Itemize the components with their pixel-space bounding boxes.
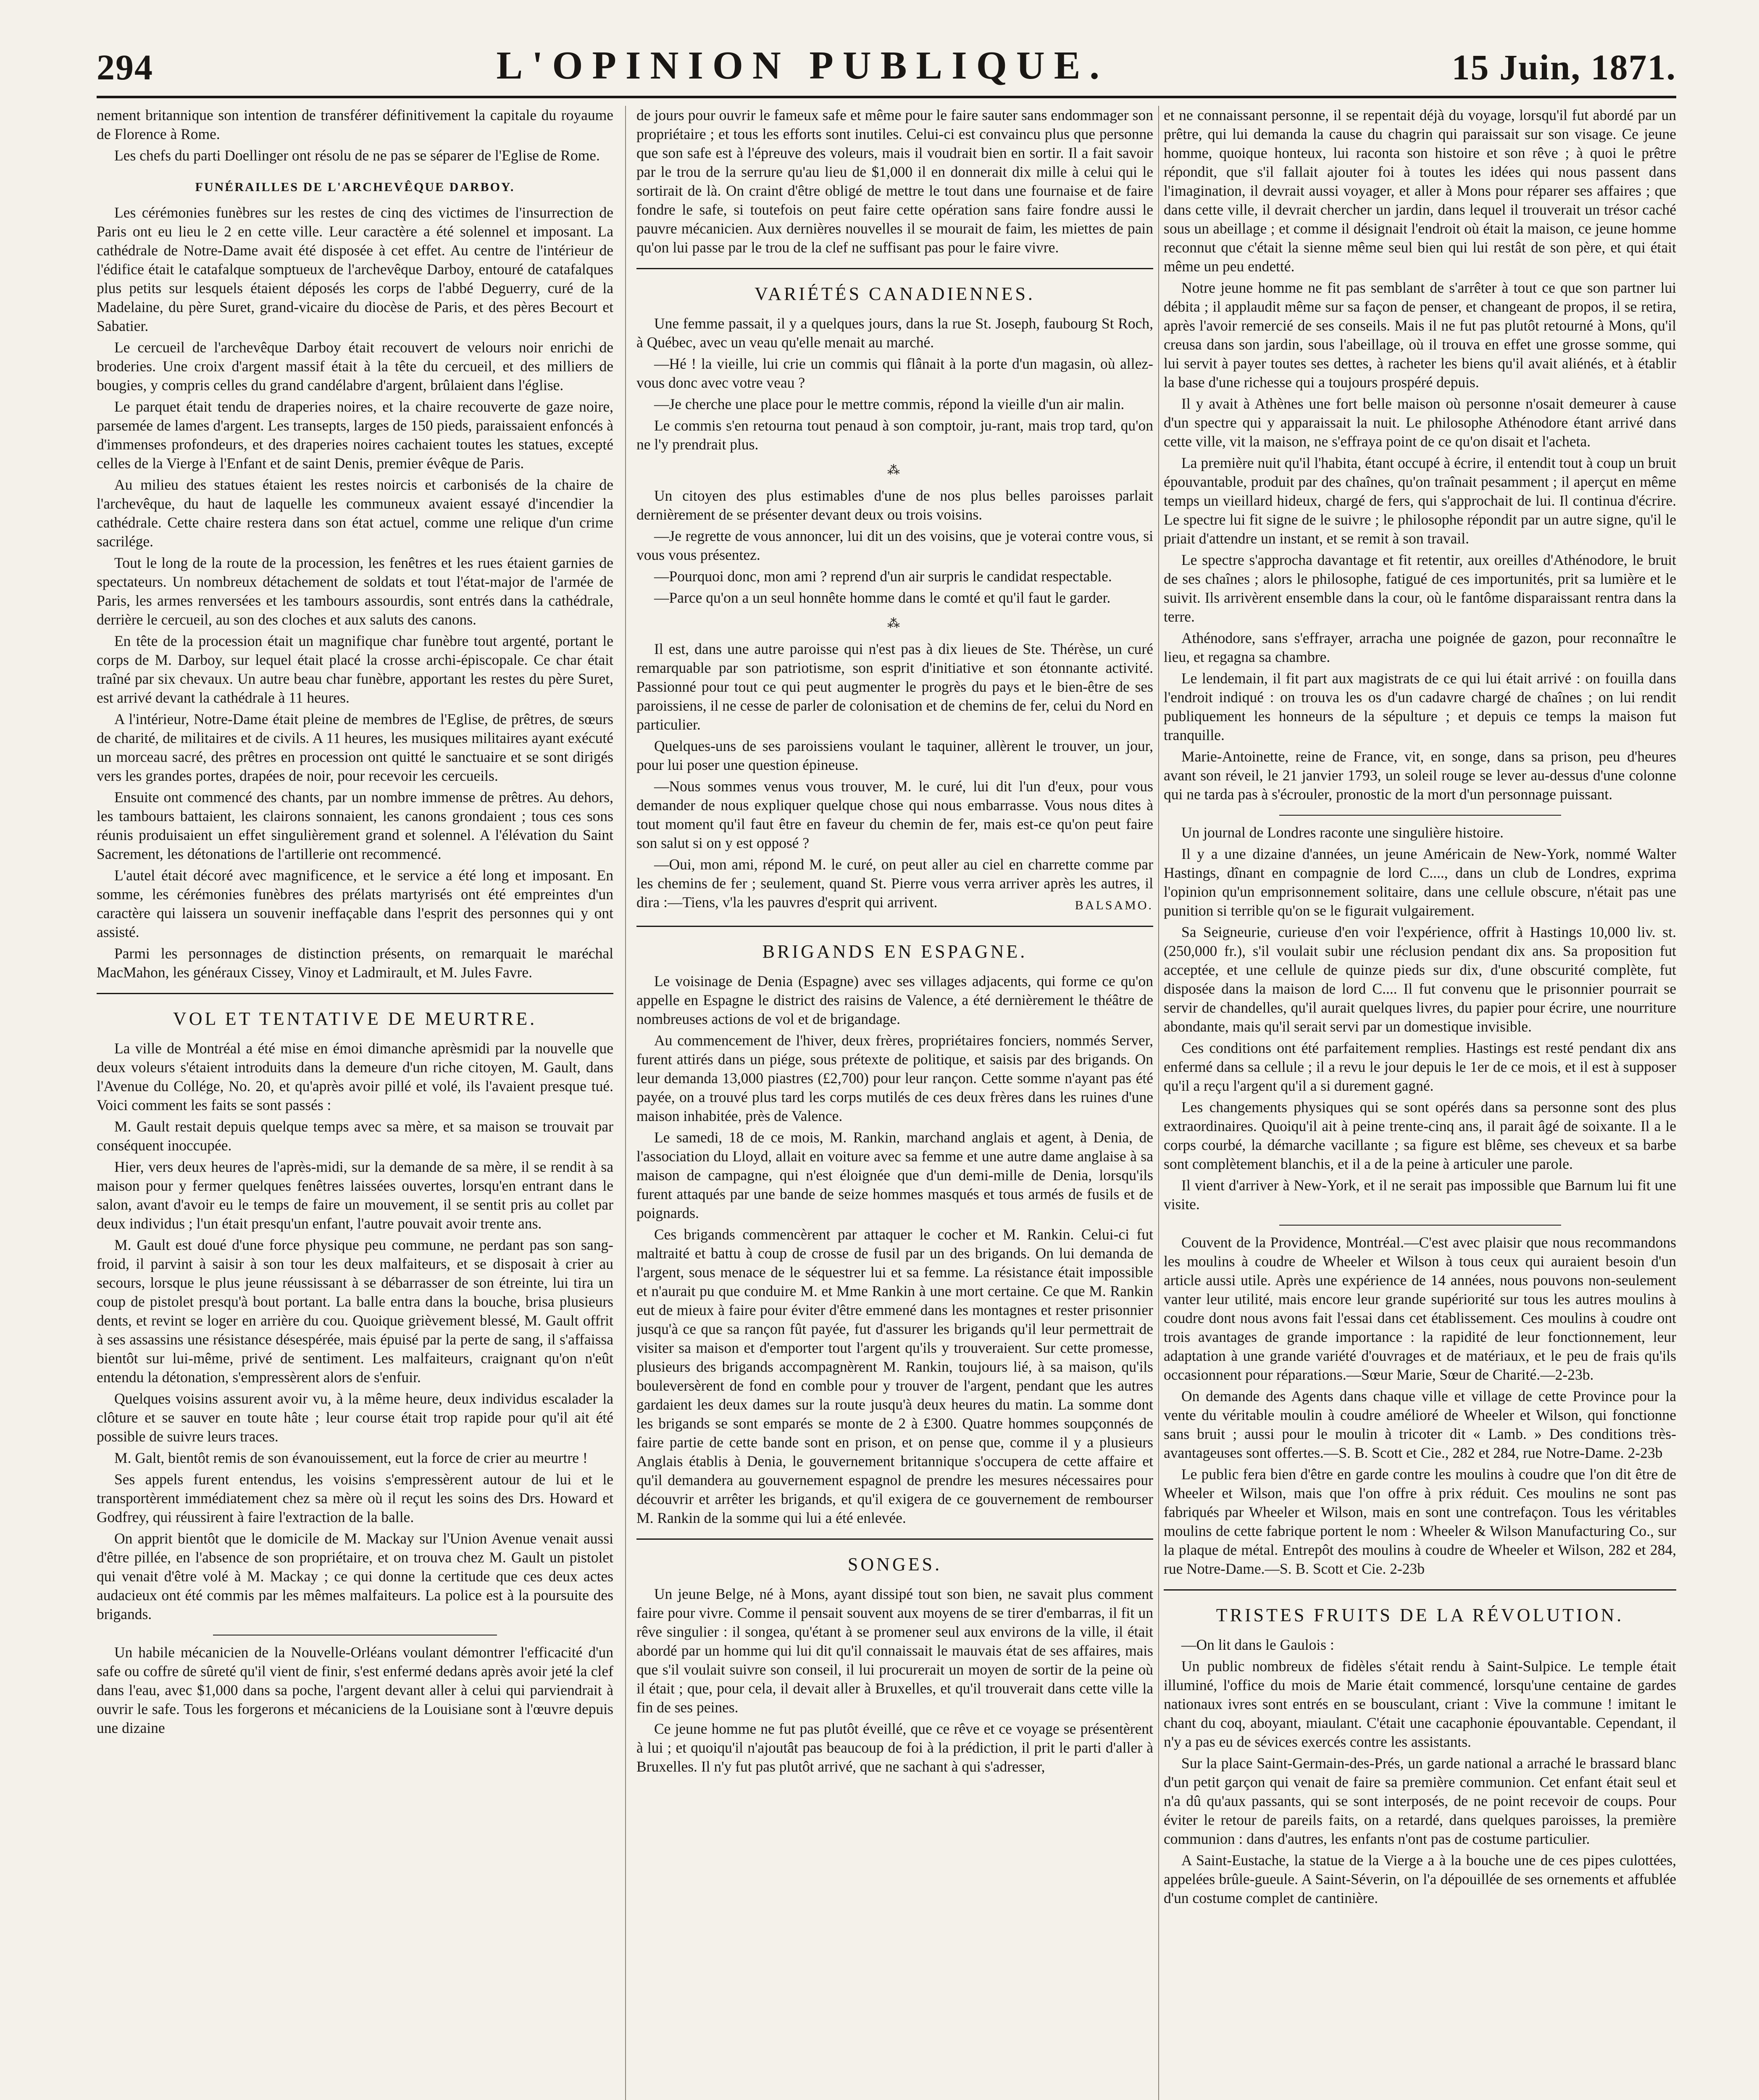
paragraph: Le public fera bien d'être en garde contre les moulins à coudre que l'on dit être de Wheeler et Wilson, mais que l'on offre à prix réduit. Ces moulins ne sont pas fabriqués par Wheeler et Wilson, mais en sont une contrefaçon. Tous les véritables moulins de cette fabrique portent le nom : Wheeler & Wilson Manufacturing Co., sur la plaque de métal. Entrepôt des moulins à coudre de Wheeler et Wilson, 282 et 284, rue Notre-Dame.—S. B. Scott et Cie. 2-23b	[1164, 1466, 1676, 1577]
paragraph: Le samedi, 18 de ce mois, M. Rankin, marchand anglais et agent, à Denia, de l'association du Lloyd, allait en voiture avec sa femme et une autre dame anglaise à sa maison de campagne, qui n'est éloignée que d'un demi-mille de Denia, lorsqu'ils furent attaqués par une bande de seize hommes masqués et tous armés de fusils et de poignards.	[636, 1129, 1153, 1221]
paragraph: Il y avait à Athènes une fort belle maison où personne n'osait demeurer à cause d'un spectre qui y apparaissait la nuit. Le philosophe Athénodore étant arrivé dans cette ville, vit la maison, ne s'effraya point de ce qu'on disait et l'acheta.	[1164, 395, 1676, 450]
paragraph: La première nuit qu'il l'habita, étant occupé à écrire, il entendit tout à coup un bruit épouvantable, produit par des chaînes, qu'on traînait pesamment ; il aperçut en même temps un vieillard hideux, chargé de fers, qui s'approchait de lui. Il continua d'écrire. Le spectre lui fit signe de le suivre ; le philosophe répondit par un autre signe, qu'il le priait d'attendre un instant, et se remit à son travail.	[1164, 454, 1676, 547]
paragraph: Quelques-uns de ses paroissiens voulant le taquiner, allèrent le trouver, un jour, pour lui poser une question épineuse.	[636, 738, 1153, 773]
section-heading-tristes-fruits: TRISTES FRUITS DE LA RÉVOLUTION.	[1216, 1605, 1624, 1625]
section-heading-songes: SONGES.	[847, 1554, 942, 1575]
section-heading-funerailles: FUNÉRAILLES DE L'ARCHEVÊQUE DARBOY.	[195, 180, 515, 194]
paragraph: Un public nombreux de fidèles s'était rendu à Saint-Sulpice. Le temple était illuminé, l'office du mois de Marie était commencé, lorsqu'une centaine de gardes nationaux ivres sont entrés en se bousculant, criant : Vive la commune ! imitant le chant du coq, aboyant, miaulant. C'était une cacaphonie épouvantable. Cependant, il n'y a pas eu de sévices exercés contre les assistants.	[1164, 1658, 1676, 1750]
paragraph: Ces brigands commencèrent par attaquer le cocher et M. Rankin. Celui-ci fut maltraité et battu à coup de crosse de fusil par un des brigands. On lui demanda de l'argent, sous menace de le séquestrer lui et sa femme. La résistance était impossible et n'aurait pu que conduire M. et Mme Rankin à une mort certaine. Ce que M. Rankin eut de mieux à faire pour éviter d'être emmené dans les montagnes et rester prisonnier jusqu'à ce que sa rançon fût payée, fut d'assurer les brigands qu'il leur permettrait de visiter sa maison et d'emporter tout l'argent qu'ils y trouveraient. Sur cette promesse, plusieurs des brigands accompagnèrent M. Rankin, toujours lié, à sa maison, qu'ils bouleversèrent de fond en comble pour y trouver de l'argent, pendant que les autres gardaient les deux dames sur la route jusqu'à deux heures du matin. La somme dont les brigands se sont emparés se monte de 2 à £300. Quatre hommes soupçonnés de faire partie de cette bande sont en prison, et on pense que, comme il y a plusieurs Anglais établis à Denia, le gouvernement britannique s'occupera de cette affaire et qu'il demandera au gouvernement espagnol de prendre les mesures nécessaires pour découvrir et arrêter les brigands, et qu'il exigera de ce gouvernement de rembourser M. Rankin de la somme qui lui a été enlevée.	[636, 1226, 1153, 1526]
paragraph: nement britannique son intention de transférer définitivement la capitale du royaume de Florence à Rome.	[97, 107, 613, 142]
asterism-separator: ⁂	[887, 617, 902, 630]
paragraph: La ville de Montréal a été mise en émoi dimanche aprèsmidi par la nouvelle que deux voleurs s'étaient introduits dans la demeure d'un riche citoyen, M. Gault, dans l'Avenue du Collége, No. 20, et qu'après avoir pillé et volé, ils l'avaient presque tué. Voici comment les faits se sont passés :	[97, 1040, 613, 1113]
paragraph: —Oui, mon ami, répond M. le curé, on peut aller au ciel en charrette comme par les chemins de fer ; seulement, quand St. Pierre vous verra arriver après les autres, il dira :—Tiens, v'la les pauvres d'esprit qui arrivent.	[636, 856, 1153, 911]
paragraph: Un journal de Londres raconte une singulière histoire.	[1181, 824, 1504, 841]
paragraph: et ne connaissant personne, il se repentait déjà du voyage, lorsqu'il fut abordé par un prêtre, qui lui demanda la cause du chagrin qui paraissait sur son visage. Ce jeune homme, quoique honteux, lui raconta son histoire et son rêve ; à quoi le prêtre répondit, que s'il fallait ajouter foi à toutes les idées qui nous passent dans l'imagination, il devrait aussi voyager, et aller à Mons pour réparer ses affaires ; que dans cette ville, il devrait chercher un jardin, dans lequel il trouverait un trésor caché sous un abeillage ; et comme il désignait l'endroit où était la maison, ce jeune homme reconnut que c'était la sienne même seul bien qui lui restât de son père, et qui était même un peu endetté.	[1164, 107, 1676, 275]
paragraph: —Je cherche une place pour le mettre commis, répond la vieille d'un air malin.	[654, 396, 1125, 412]
paragraph: Un jeune Belge, né à Mons, ayant dissipé tout son bien, ne savait plus comment faire pour vivre. Comme il pensait souvent aux moyens de se tirer d'embarras, il fit un rêve singulier : il songea, qu'étant à se promener seul aux environs de la ville, il était abordé par un homme qui lui dit qu'il connaissait le mauvais état de ses affaires, mais que s'il voulait suivre son conseil, il lui procurerait un moyen de sortir de la peine où il était ; que, pour cela, il devait aller à Bruxelles, et qu'il trouverait dans cette ville la fin de ses peines.	[636, 1586, 1153, 1716]
section-rule	[1279, 1225, 1561, 1226]
paragraph: Ensuite ont commencé des chants, par un nombre immense de prêtres. Au dehors, les tambours battaient, les clairons sonnaient, les canons grondaient ; tous ces sons réunis produisaient un effet singulièrement grand et solennel. A l'élévation du Saint Sacrement, les détonations de l'artillerie ont recommencé.	[97, 789, 613, 862]
asterism-separator: ⁂	[887, 463, 902, 477]
paragraph: Une femme passait, il y a quelques jours, dans la rue St. Joseph, faubourg St Roch, à Québec, avec un veau qu'elle menait au marché.	[636, 315, 1153, 351]
paragraph: Un habile mécanicien de la Nouvelle-Orléans voulant démontrer l'efficacité d'un safe ou coffre de sûreté qu'il vient de finir, s'est enfermé dedans après avoir jeté la clef dans l'eau, avec $1,000 dans sa poche, l'argent devant aller à celui qui parviendrait à ouvrir le safe. Tous les forgerons et mécaniciens de la Louisiane sont à l'œuvre depuis une dizaine	[97, 1644, 613, 1736]
paragraph: M. Gault restait depuis quelque temps avec sa mère, et sa maison se trouvait par conséquent inoccupée.	[97, 1118, 613, 1154]
paragraph: M. Galt, bientôt remis de son évanouissement, eut la force de crier au meurtre !	[114, 1449, 588, 1466]
paragraph: Le voisinage de Denia (Espagne) avec ses villages adjacents, qui forme ce qu'on appelle en Espagne le district des raisins de Valence, a été dernièrement le théâtre de nombreuses actions de vol et de brigandage.	[636, 973, 1153, 1027]
paragraph: —On lit dans le Gaulois :	[1181, 1636, 1334, 1653]
paragraph: Le parquet était tendu de draperies noires, et la chaire recouverte de gaze noire, parsemée de lames d'argent. Les transepts, larges de 150 pieds, paraissaient enfoncés à d'immenses profondeurs, et des draperies noires cachaient toutes les statues, excepté celles de la Vierge à l'Enfant et de saint Denis, premier évêque de Paris.	[97, 398, 613, 472]
column-2	[636, 106, 1153, 2100]
section-heading-varietes: VARIÉTÉS CANADIENNES.	[755, 284, 1035, 304]
paragraph: Il y a une dizaine d'années, un jeune Américain de New-York, nommé Walter Hastings, dînant en compagnie de lord C...., dans un club de Londres, exprima l'opinion qu'un emprisonnement solitaire, dans une cellule obscure, n'était pas une punition si terrible qu'on se le figurait vulgairement.	[1164, 845, 1676, 919]
masthead-rule	[97, 96, 1676, 98]
paragraph: —Parce qu'on a un seul honnête homme dans le comté et qu'il faut le garder.	[654, 589, 1111, 606]
paragraph: de jours pour ouvrir le fameux safe et même pour le faire sauter sans endommager son propriétaire ; et tous les efforts sont inutiles. Celui-ci est convaincu plus que personne que son safe est à l'épreuve des voleurs, mais il voudrait bien en sortir. Il a fait savoir par le trou de la serrure qu'au lieu de $1,000 il en donnerait dix mille à celui qui le sortirait de là. On craint d'être obligé de mettre le tout dans une fournaise et de faire fondre le safe, si toutefois on peut faire cette opération sans faire fondre aussi le pauvre mécanicien. Aux dernières nouvelles il se mourait de faim, les miettes de pain qu'on lui passe par le trou de la clef ne suffisant pas pour le faire vivre.	[636, 107, 1153, 256]
paragraph: Il vient d'arriver à New-York, et il ne serait pas impossible que Barnum lui fit une visite.	[1164, 1177, 1676, 1213]
paragraph: —Je regrette de vous annoncer, lui dit un des voisins, que je voterai contre vous, si vous vous présentez.	[636, 528, 1153, 563]
section-heading-vol: VOL ET TENTATIVE DE MEURTRE.	[173, 1008, 537, 1029]
paragraph: Le cercueil de l'archevêque Darboy était recouvert de velours noir enrichi de broderies. Une croix d'argent massif était à la tête du cercueil, et des milliers de bougies, y compris celles du grand candélabre d'argent, brûlaient dans l'église.	[97, 339, 613, 394]
paragraph: Au commencement de l'hiver, deux frères, propriétaires fonciers, nommés Server, furent attirés dans un piége, sous prétexte de politique, et saisis par des brigands. On leur demanda 13,000 piastres (£2,700) pour leur rançon. Cette somme n'ayant pas été payée, on a trouvé plus tard les corps mutilés de ces deux frères dans les ruines d'une maison inhabitée, près de Valence.	[636, 1032, 1153, 1124]
paragraph: Sur la place Saint-Germain-des-Prés, un garde national a arraché le brassard blanc d'un petit garçon qui venait de faire sa première communion. Cet enfant était seul et n'a dû qu'aux passants, qui se sont interposés, de ne point recevoir de coups. Pour éviter le retour de pareils faits, on a retardé, dans quelques paroisses, la première communion : dans d'autres, les enfants n'ont pas de costume particulier.	[1164, 1755, 1676, 1847]
paragraph: Le spectre s'approcha davantage et fit retentir, aux oreilles d'Athénodore, le bruit de ses chaînes ; alors le philosophe, fatigué de ces importunités, prit sa lumière et le suivit. Ils arrivèrent ensemble dans la cour, où le fantôme disparaissant rentra dans la terre.	[1164, 551, 1676, 625]
paragraph: En tête de la procession était un magnifique char funèbre tout argenté, portant le corps de M. Darboy, sur lequel était placé la crosse archi-épiscopale. Ce char était traîné par six chevaux. Un autre beau char funèbre, apportant les restes du père Suret, est arrivé devant la cathédrale à 11 heures.	[97, 633, 613, 706]
author-signature: BALSAMO.	[1075, 898, 1153, 912]
journal-title: L'OPINION PUBLIQUE.	[496, 44, 1109, 87]
paragraph: Le lendemain, il fit part aux magistrats de ce qui lui était arrivé : on fouilla dans l'endroit indiqué : on trouva les os d'un cadavre chargé de chaînes ; on lui rendit publiquement les honneurs de la sépulture ; et depuis ce temps la maison fut tranquille.	[1164, 670, 1676, 743]
paragraph: Un citoyen des plus estimables d'une de nos plus belles paroisses parlait dernièrement de se présenter devant deux ou trois voisins.	[636, 487, 1153, 523]
paragraph: Il est, dans une autre paroisse qui n'est pas à dix lieues de Ste. Thérèse, un curé remarquable par son patriotisme, son esprit d'initiative et son étonnante activité. Passionné pour tout ce qui peut augmenter le progrès du pays et le bien-être de ses paroissiens, il ne cesse de parler de colonisation et de chemins de fer, celui du Nord en particulier.	[636, 640, 1153, 733]
paragraph: Couvent de la Providence, Montréal.—C'est avec plaisir que nous recommandons les moulins à coudre de Wheeler et Wilson à tous ceux qui auraient besoin d'un article aussi utile. Après une expérience de 14 années, nous pouvons non-seulement vanter leur utilité, mais encore leur grande supériorité sur tous les autres moulins à coudre dont nous avons fait l'essai dans cet établissement. Ces moulins à coudre ont trois avantages de grande importance : la rapidité de leur fonctionnement, leur adaptation à une grande variété d'ouvrages et de matériaux, et le peu de frais qu'ils occasionnent pour réparations.—Sœur Marie, Sœur de Charité.—2-23b.	[1164, 1234, 1676, 1383]
paragraph: Notre jeune homme ne fit pas semblant de s'arrêter à tout ce que son partner lui débita ; il applaudit même sur sa façon de penser, et changeant de propos, il se retira, après l'avoir remercié de ses conseils. Mais il ne fut pas plutôt retourné à Mons, qu'il creusa dans son jardin, sous l'abeillage, où il trouva en effet une grosse somme, qui lui servit à payer toutes ses dettes, à racheter les biens qu'il avait aliénés, et à établir la base d'une richesse qui a toujours prospéré depuis.	[1164, 279, 1676, 391]
paragraph: Le commis s'en retourna tout penaud à son comptoir, ju-rant, mais trop tard, qu'on ne l'y prendrait plus.	[636, 417, 1153, 453]
masthead	[97, 25, 1676, 88]
section-rule	[636, 926, 1153, 927]
column-divider	[625, 106, 626, 2100]
paragraph: —Pourquoi donc, mon ami ? reprend d'un air surpris le candidat respectable.	[654, 568, 1112, 585]
paragraph: Quelques voisins assurent avoir vu, à la même heure, deux individus escalader la clôture et se sauver en toute hâte ; leur course était trop rapide pour qu'il ait été possible de suivre leurs traces.	[97, 1390, 613, 1445]
paragraph: Les chefs du parti Doellinger ont résolu de ne pas se séparer de l'Eglise de Rome.	[114, 147, 600, 164]
paragraph: A l'intérieur, Notre-Dame était pleine de membres de l'Eglise, de prêtres, de sœurs de charité, de militaires et de civils. A 11 heures, les musiques militaires ayant exécuté un morceau sacré, des prêtres en procession ont quitté le sanctuaire et se sont dirigés vers les grandes portes, drapées de noir, pour recevoir les cercueils.	[97, 711, 613, 784]
paragraph: —Hé ! la vieille, lui crie un commis qui flânait à la porte d'un magasin, où allez-vous donc avec votre veau ?	[636, 355, 1153, 391]
column-divider	[1158, 106, 1159, 2100]
paragraph: L'autel était décoré avec magnificence, et le service a été long et imposant. En somme, les cérémonies funèbres des prélats martyrisés ont été empreintes d'un caractère qui laissera un souvenir ineffaçable dans l'esprit des personnes qui y ont assisté.	[97, 867, 613, 940]
column-3	[1164, 106, 1676, 2100]
paragraph: Hier, vers deux heures de l'après-midi, sur la demande de sa mère, il se rendit à sa maison pour y fermer quelques fenêtres laissées ouvertes, lorsqu'en entrant dans le salon, avant d'avoir eu le temps de faire un mouvement, il se sentit pris au collet par deux individus ; l'un était presqu'un enfant, l'autre pouvait avoir trente ans.	[97, 1158, 613, 1232]
section-rule	[1164, 1589, 1676, 1591]
paragraph: Les cérémonies funèbres sur les restes de cinq des victimes de l'insurrection de Paris ont eu lieu le 2 en cette ville. Leur caractère a été solennel et imposant. La cathédrale de Notre-Dame avait été disposée à cet effet. Au centre de l'intérieur de l'édifice était le catafalque somptueux de l'archevêque Darboy, entouré de catafalques plus petits sur lesquels étaient déposés les corps de l'abbé Deguerry, curé de la Madelaine, du père Suret, grand-vicaire du diocèse de Paris, et des pères Becourt et Sabatier.	[97, 204, 613, 334]
paragraph: Marie-Antoinette, reine de France, vit, en songe, dans sa prison, peu d'heures avant son réveil, le 21 janvier 1793, un soleil rouge se lever au-dessus d'une colonne qui ne tarda pas à s'écrouler, pronostic de la mort d'un personnage puissant.	[1164, 748, 1676, 803]
paragraph: Tout le long de la route de la procession, les fenêtres et les rues étaient garnies de spectateurs. Un nombreux détachement de soldats et tout l'état-major de l'armée de Paris, les armes renversées et les tambours assourdis, sont entrés dans la cathédrale, derrière le cercueil, au son des cloches et aux saluts des canons.	[97, 554, 613, 628]
paragraph: —Nous sommes venus vous trouver, M. le curé, lui dit l'un d'eux, pour vous demander de nous expliquer quelque chose qui nous embarrasse. Vous nous dites à tout moment qu'il faut être en faveur du chemin de fer, mais est-ce qu'on peut faire son salut si on y est opposé ?	[636, 778, 1153, 851]
section-rule	[636, 268, 1153, 269]
section-rule	[97, 993, 613, 994]
paragraph: Ce jeune homme ne fut pas plutôt éveillé, que ce rêve et ce voyage se présentèrent à lui ; et quoiqu'il n'ajoutât pas beaucoup de foi à la prédiction, il prit le parti d'aller à Bruxelles. Il n'y fut pas plutôt arrivé, que ne sachant à qui s'adresser,	[636, 1720, 1153, 1775]
issue-date: 15 Juin, 1871.	[1451, 47, 1676, 87]
paragraph: Les changements physiques qui se sont opérés dans sa personne sont des plus extraordinaires. Quoiqu'il ait à peine trente-cinq ans, il parait âgé de soixante. Il a le corps courbé, la démarche vacillante ; sa figure est blême, ses cheveux et sa barbe sont complètement blanchis, et il a de la peine à articuler une parole.	[1164, 1099, 1676, 1172]
column-1	[97, 106, 613, 2100]
page-number: 294	[97, 47, 153, 87]
paragraph: A Saint-Eustache, la statue de la Vierge a à la bouche une de ces pipes culottées, appelées brûle-gueule. A Saint-Séverin, on l'a dépouillée de ses ornements et affublée d'un costume complet de cantinière.	[1164, 1852, 1676, 1906]
paragraph: Ces conditions ont été parfaitement remplies. Hastings est resté pendant dix ans enfermé dans sa cellule ; il a revu le jour depuis le 1er de ce mois, et il est à supposer qu'il a reçu l'argent qu'il a si durement gagné.	[1164, 1040, 1676, 1094]
section-heading-brigands: BRIGANDS EN ESPAGNE.	[762, 941, 1028, 962]
paragraph: Athénodore, sans s'effrayer, arracha une poignée de gazon, pour reconnaître le lieu, et regagna sa chambre.	[1164, 630, 1676, 665]
paragraph: Au milieu des statues étaient les restes noircis et carbonisés de la chaire de l'archevêque, du haut de laquelle les communeux avaient essayé d'incendier la cathédrale. Cette chaire restera dans son état actuel, comme une relique d'un crime sacrilége.	[97, 476, 613, 550]
paragraph: Parmi les personnages de distinction présents, on remarquait le maréchal MacMahon, les généraux Cissey, Vinoy et Ladmirault, et M. Jules Favre.	[97, 945, 613, 981]
section-rule	[636, 1538, 1153, 1540]
section-rule	[1279, 815, 1561, 816]
paragraph: On demande des Agents dans chaque ville et village de cette Province pour la vente du véritable moulin à coudre amélioré de Wheeler et Wilson, qui fonctionne sans bruit ; aussi pour le moulin à tricoter dit « Lamb. » Des conditions très-avantageuses sont offertes.—S. B. Scott et Cie., 282 et 284, rue Notre-Dame. 2-23b	[1164, 1388, 1676, 1461]
paragraph: Ses appels furent entendus, les voisins s'empressèrent autour de lui et le transportèrent immédiatement chez sa mère où il reçut les soins des Drs. Howard et Godfrey, qui réussirent à faire l'extraction de la balle.	[97, 1471, 613, 1525]
paragraph: M. Gault est doué d'une force physique peu commune, ne perdant pas son sang-froid, il parvint à saisir à son tour les deux malfaiteurs, et se disposait à crier au secours, lorsque le plus jeune réussissant à se débarrasser de son étreinte, lui tira un coup de pistolet presqu'à bout portant. La balle entra dans la bouche, brisa plusieurs dents, et revint se loger en arrière du cou. Quoique grièvement blessé, M. Gault offrit à ses assassins une résistance désespérée, mais épuisé par la perte de sang, il s'affaissa bientôt sur lui-même, privé de sentiment. Les malfaiteurs, craignant qu'on n'eût entendu la détonation, s'empressèrent alors de s'enfuir.	[97, 1236, 613, 1386]
paragraph: Sa Seigneurie, curieuse d'en voir l'expérience, offrit à Hastings 10,000 liv. st. (250,000 fr.), s'il voulait subir une réclusion pendant dix ans. Sa proposition fut acceptée, et une cellule de quinze pieds sur dix, d'une obscurité complète, fut disposée dans la maison de lord C.... Il fut convenu que le prisonnier pourrait se servir de chandelles, qu'il aurait quelques livres, du papier pour écrire, une nourriture abondante, mais qu'il serait servi par un domestique invisible.	[1164, 924, 1676, 1035]
paragraph: On apprit bientôt que le domicile de M. Mackay sur l'Union Avenue venait aussi d'être pillée, en l'absence de son propriétaire, et on trouva chez M. Gault un pistolet qui venait d'être volé à M. Mackay ; ce qui donne la certitude que ces deux actes audacieux ont été commis par les mêmes malfaiteurs. La police est à la poursuite des brigands.	[97, 1530, 613, 1622]
